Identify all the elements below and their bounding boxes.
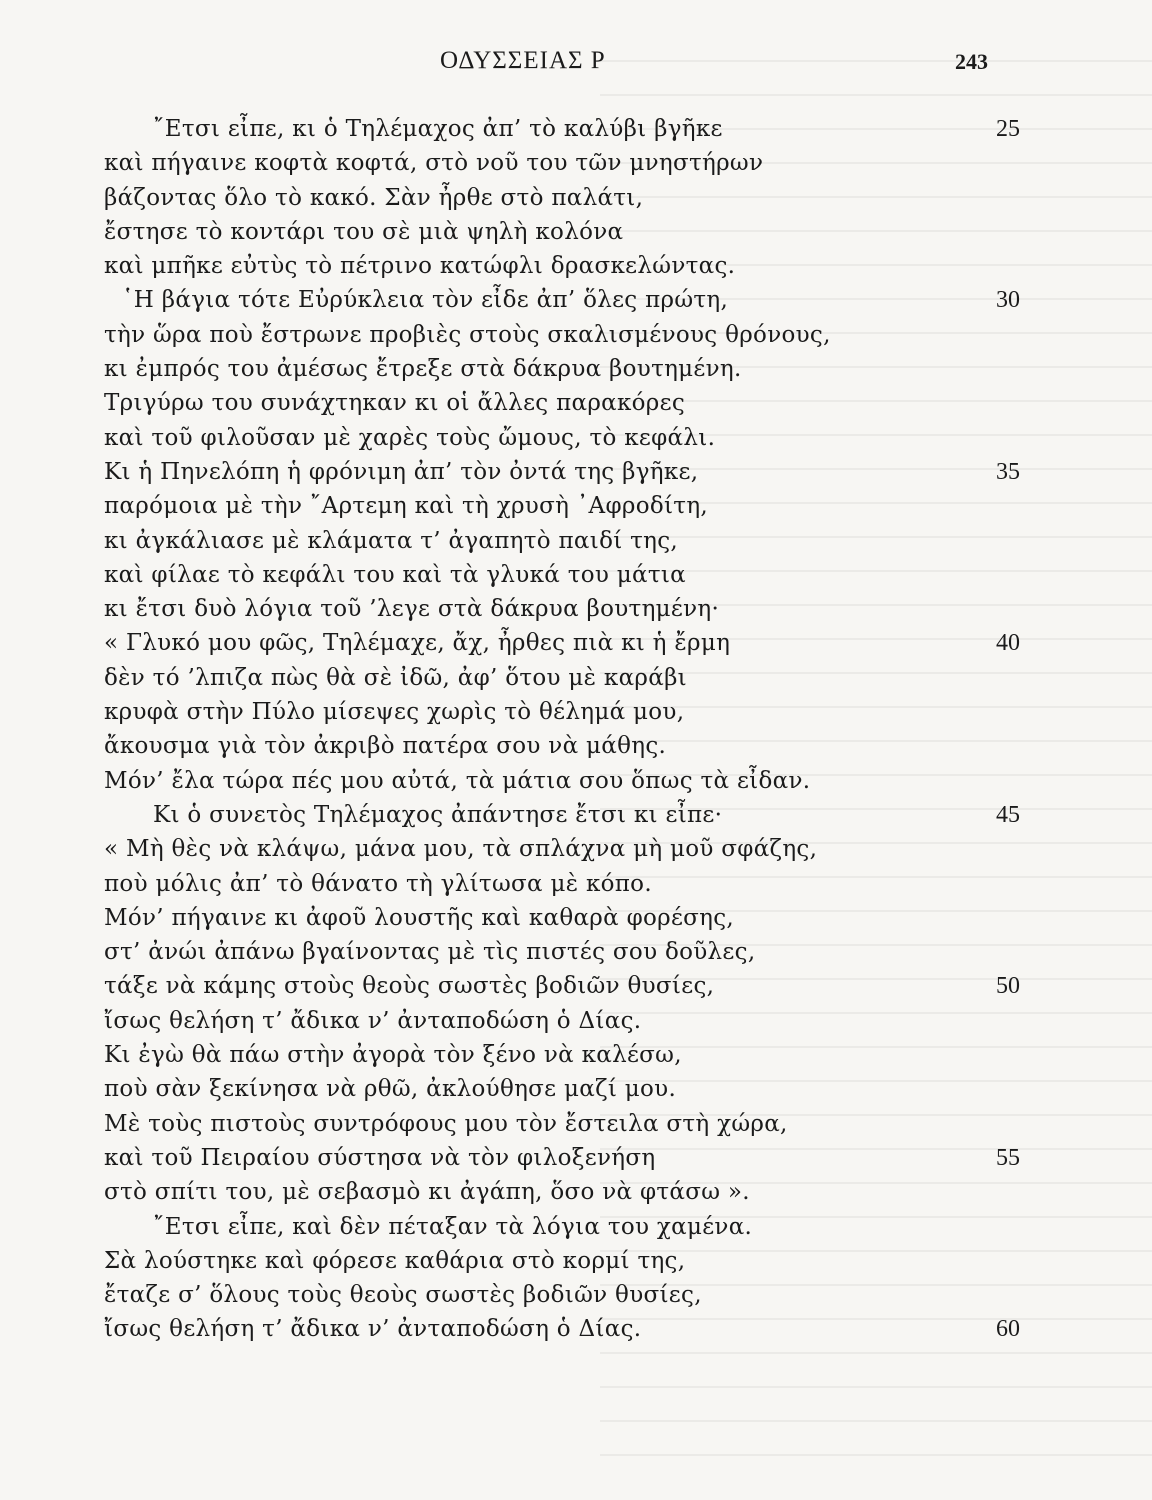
- verse-line: [0, 112, 1152, 146]
- verse-line: [0, 592, 1152, 626]
- verse-line: [0, 352, 1152, 386]
- verse-text: κρυφὰ στὴν Πύλο μίσεψες χωρὶς τὸ θέλημά μου,: [104, 699, 685, 726]
- verse-text: « Μὴ θὲς νὰ κλάψω, μάνα μου, τὰ σπλάχνα μὴ μοῦ σφάζης,: [104, 836, 818, 863]
- verse-text: Κι ἐγὼ θὰ πάω στὴν ἀγορὰ τὸν ξένο νὰ καλέσω,: [104, 1042, 682, 1069]
- verse-text: Τριγύρω του συνάχτηκαν κι οἱ ἄλλες παρακόρες: [104, 390, 686, 417]
- verse-line: [0, 318, 1152, 352]
- verse-text: ῎Ετσι εἶπε, κι ὁ Τηλέμαχος ἀπ’ τὸ καλύβι βγῆκε: [153, 116, 723, 142]
- verse-text: καὶ φίλαε τὸ κεφάλι του καὶ τὰ γλυκά του μάτια: [104, 561, 687, 588]
- verse-text: καὶ τοῦ φιλοῦσαν μὲ χαρὲς τοὺς ὤμους, τὸ κεφάλι.: [104, 424, 716, 451]
- verse-line: [0, 1107, 1152, 1141]
- verse-block: [0, 112, 1152, 1347]
- verse-line: [0, 729, 1152, 763]
- verse-line: [0, 695, 1152, 729]
- verse-text: κι ἔτσι δυὸ λόγια τοῦ ’λεγε στὰ δάκρυα βουτημένη·: [104, 596, 720, 623]
- verse-line: [0, 901, 1152, 935]
- verse-text: Μόν’ πήγαινε κι ἀφοῦ λουστῆς καὶ καθαρὰ φορέσης,: [104, 904, 735, 931]
- verse-line: [0, 215, 1152, 249]
- verse-text: καὶ πήγαινε κοφτὰ κοφτά, στὸ νοῦ του τῶν μνηστήρων: [104, 150, 764, 177]
- verse-text: παρόμοια μὲ τὴν ῎Αρτεμη καὶ τὴ χρυσὴ ᾿Αφροδίτη,: [104, 493, 709, 520]
- verse-text: καὶ τοῦ Πειραίου σύστησα νὰ τὸν φιλοξενήση: [104, 1144, 656, 1171]
- running-head: [0, 47, 1152, 83]
- verse-text: ῎Ετσι εἶπε, καὶ δὲν πέταξαν τὰ λόγια του χαμένα.: [153, 1213, 753, 1240]
- verse-line: [0, 764, 1152, 798]
- verse-line: [0, 935, 1152, 969]
- line-number: 25: [996, 116, 1020, 142]
- verse-line: [0, 626, 1152, 660]
- verse-text: στὸ σπίτι του, μὲ σεβασμὸ κι ἀγάπη, ὅσο νὰ φτάσω ».: [104, 1179, 750, 1206]
- verse-text: ἔστησε τὸ κοντάρι του σὲ μιὰ ψηλὴ κολόνα: [104, 218, 624, 245]
- verse-line: [0, 1244, 1152, 1278]
- verse-text: Μὲ τοὺς πιστοὺς συντρόφους μου τὸν ἔστειλα στὴ χώρα,: [104, 1110, 788, 1137]
- verse-text: Κι ὁ συνετὸς Τηλέμαχος ἀπάντησε ἔτσι κι εἶπε·: [153, 801, 723, 828]
- line-number: 60: [996, 1316, 1020, 1343]
- verse-text: Σὰ λούστηκε καὶ φόρεσε καθάρια στὸ κορμί της,: [104, 1247, 686, 1274]
- verse-line: [0, 1175, 1152, 1209]
- verse-line: [0, 867, 1152, 901]
- verse-line: [0, 798, 1152, 832]
- verse-text: ποὺ μόλις ἀπ’ τὸ θάνατο τὴ γλίτωσα μὲ κόπο.: [104, 870, 652, 897]
- verse-line: [0, 1004, 1152, 1038]
- verse-line: [0, 249, 1152, 283]
- verse-line: [0, 455, 1152, 489]
- verse-text: ἴσως θελήση τ’ ἄδικα ν’ ἀνταποδώση ὁ Δίας.: [104, 1316, 642, 1343]
- line-number: 35: [996, 458, 1020, 485]
- verse-text: ἴσως θελήση τ’ ἄδικα ν’ ἀνταποδώση ὁ Δίας.: [104, 1007, 642, 1034]
- verse-line: [0, 524, 1152, 558]
- verse-line: [0, 1210, 1152, 1244]
- verse-line: [0, 181, 1152, 215]
- verse-text: καὶ μπῆκε εὐτὺς τὸ πέτρινο κατώφλι δρασκελώντας.: [104, 253, 736, 280]
- verse-line: [0, 661, 1152, 695]
- page-number: 243: [955, 49, 988, 74]
- verse-line: [0, 832, 1152, 866]
- verse-line: [0, 1278, 1152, 1312]
- line-number: 40: [996, 630, 1020, 657]
- verse-line: [0, 283, 1152, 317]
- verse-line: [0, 1312, 1152, 1346]
- verse-text: κι ἀγκάλιασε μὲ κλάματα τ’ ἀγαπητὸ παιδί της,: [104, 527, 679, 554]
- verse-text: Κι ἡ Πηνελόπη ἡ φρόνιμη ἀπ’ τὸν ὀντά της βγῆκε,: [104, 458, 699, 485]
- verse-line: [0, 558, 1152, 592]
- verse-text: ἄκουσμα γιὰ τὸν ἀκριβὸ πατέρα σου νὰ μάθης.: [104, 733, 667, 760]
- verse-text: τάξε νὰ κάμης στοὺς θεοὺς σωστὲς βοδιῶν θυσίες,: [104, 973, 715, 1000]
- verse-text: στ’ ἀνώι ἀπάνω βγαίνοντας μὲ τὶς πιστές σου δοῦλες,: [104, 939, 756, 966]
- verse-line: [0, 1072, 1152, 1106]
- line-number: 50: [996, 973, 1020, 1000]
- verse-line: [0, 1038, 1152, 1072]
- verse-line: [0, 146, 1152, 180]
- verse-text: κι ἐμπρός του ἀμέσως ἔτρεξε στὰ δάκρυα βουτημένη.: [104, 356, 742, 383]
- line-number: 55: [996, 1144, 1020, 1171]
- verse-line: [0, 969, 1152, 1003]
- line-number: 30: [996, 287, 1020, 314]
- verse-line: [0, 421, 1152, 455]
- verse-line: [0, 386, 1152, 420]
- verse-line: [0, 1141, 1152, 1175]
- verse-text: τὴν ὥρα ποὺ ἔστρωνε προβιὲς στοὺς σκαλισμένους θρόνους,: [104, 321, 831, 348]
- running-title: ΟΔΥΣΣΕΙΑΣ Ρ: [440, 47, 606, 74]
- verse-text: ῾Η βάγια τότε Εὐρύκλεια τὸν εἶδε ἀπ’ ὅλες πρώτη,: [122, 287, 729, 314]
- verse-text: ἔταζε σ’ ὅλους τοὺς θεοὺς σωστὲς βοδιῶν θυσίες,: [104, 1282, 702, 1309]
- verse-line: [0, 489, 1152, 523]
- line-number: 45: [996, 801, 1020, 828]
- verse-text: δὲν τό ’λπιζα πὼς θὰ σὲ ἰδῶ, ἀφ’ ὅτου μὲ καράβι: [104, 664, 687, 691]
- verse-text: ποὺ σὰν ξεκίνησα νὰ ρθῶ, ἀκλούθησε μαζί μου.: [104, 1076, 677, 1103]
- verse-text: « Γλυκό μου φῶς, Τηλέμαχε, ἄχ, ἦρθες πιὰ κι ἡ ἔρμη: [104, 630, 731, 657]
- verse-text: Μόν’ ἔλα τώρα πές μου αὐτά, τὰ μάτια σου ὅπως τὰ εἶδαν.: [104, 767, 811, 794]
- verse-text: βάζοντας ὅλο τὸ κακό. Σὰν ἦρθε στὸ παλάτι,: [104, 184, 644, 211]
